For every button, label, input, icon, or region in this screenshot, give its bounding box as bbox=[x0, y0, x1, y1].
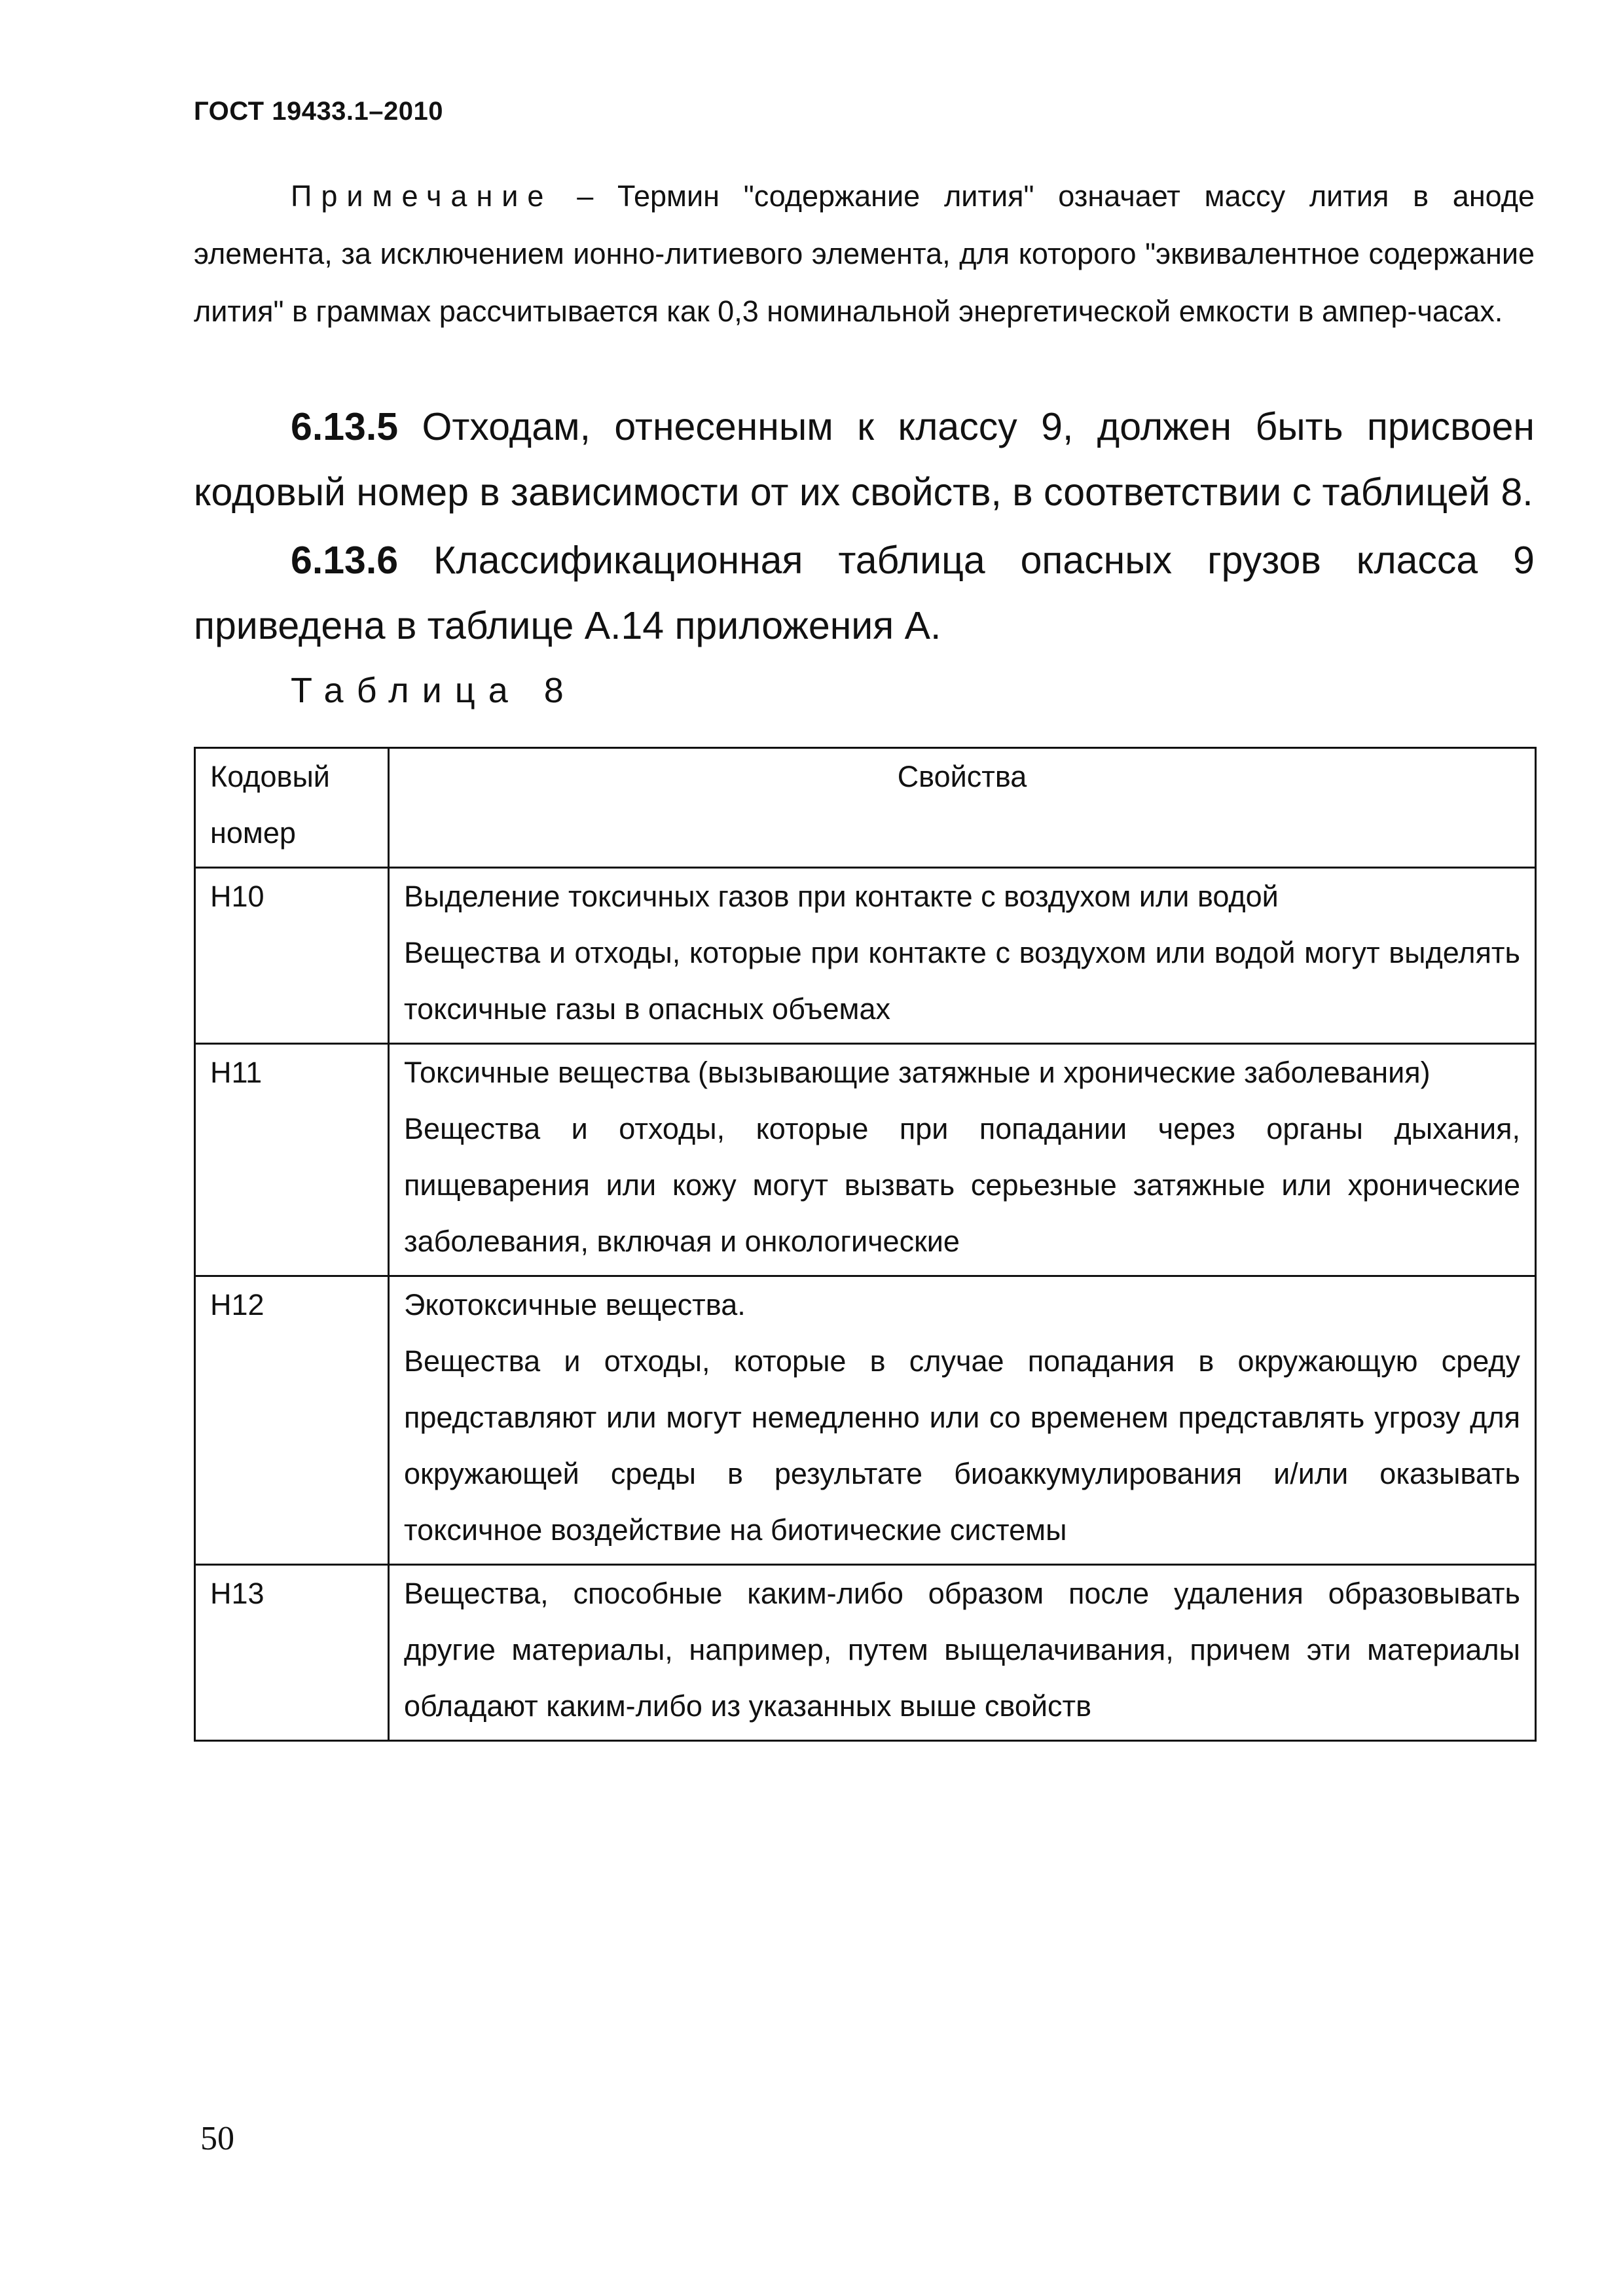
table-row bbox=[195, 1044, 1536, 1276]
property-description: Вещества и отходы, которые при контакте с воздухом или водой могут выделять токсичные газы в опасных объемах bbox=[404, 936, 1520, 1026]
property-title: Выделение токсичных газов при контакте с воздухом или водой bbox=[404, 880, 1279, 913]
table-title: Таблица 8 bbox=[291, 671, 577, 710]
properties-cell bbox=[389, 1276, 1536, 1565]
property-title: Токсичные вещества (вызывающие затяжные и хронические заболевания) bbox=[404, 1056, 1431, 1089]
property-description: Вещества и отходы, которые при попадании через органы дыхания, пищеварения или кожу могут вызвать серьезные затяжные или хронические заболевания, включая и онкологические bbox=[404, 1112, 1520, 1258]
properties-table bbox=[194, 747, 1537, 1742]
properties-cell bbox=[389, 1044, 1536, 1276]
properties-cell bbox=[389, 1565, 1536, 1741]
code-cell: Н10 bbox=[195, 868, 389, 1044]
document-header: ГОСТ 19433.1–2010 bbox=[194, 97, 444, 126]
page-number: 50 bbox=[200, 2120, 234, 2157]
clause-number: 6.13.6 bbox=[291, 539, 399, 582]
clause-text: Отходам, отнесенным к классу 9, должен быть присвоен кодовый номер в зависимости от их свойств, в соответствии с таблицей 8. bbox=[194, 405, 1535, 514]
properties-column-header: Свойства bbox=[389, 748, 1536, 868]
clause-number: 6.13.5 bbox=[291, 405, 399, 448]
paragraph-6-13-5 bbox=[194, 394, 1535, 525]
property-description: Вещества, способные каким-либо образом после удаления образовывать другие материалы, например, путем выщелачивания, причем эти материалы обладают каким-либо из указанных выше свойств bbox=[404, 1577, 1520, 1723]
code-column-header: Кодовый номер bbox=[195, 748, 389, 868]
property-description: Вещества и отходы, которые в случае попадания в окружающую среду представляют или могут немедленно или со временем представлять угрозу для окружающей среды в результате биоаккумулирования и/или оказывать токсичное воздействие на биотические системы bbox=[404, 1344, 1520, 1547]
note-paragraph bbox=[194, 168, 1535, 340]
clause-text: Классификационная таблица опасных грузов класса 9 приведена в таблице А.14 приложения А. bbox=[194, 539, 1535, 647]
note-label: Примечание bbox=[291, 179, 553, 213]
note-text: – Термин "содержание лития" означает массу лития в аноде элемента, за исключением ионно-литиевого элемента, для которого "эквивалентное содержание лития" в граммах рассчитывается как 0,3 номинальной энергетической емкости в ампер-часах. bbox=[194, 179, 1535, 328]
property-title: Экотоксичные вещества. bbox=[404, 1288, 746, 1321]
table-row bbox=[195, 1276, 1536, 1565]
table-row bbox=[195, 868, 1536, 1044]
code-cell: Н13 bbox=[195, 1565, 389, 1741]
table-header-row bbox=[195, 748, 1536, 868]
table-row bbox=[195, 1565, 1536, 1741]
code-cell: Н12 bbox=[195, 1276, 389, 1565]
properties-cell bbox=[389, 868, 1536, 1044]
paragraph-6-13-6 bbox=[194, 528, 1535, 658]
code-cell: Н11 bbox=[195, 1044, 389, 1276]
